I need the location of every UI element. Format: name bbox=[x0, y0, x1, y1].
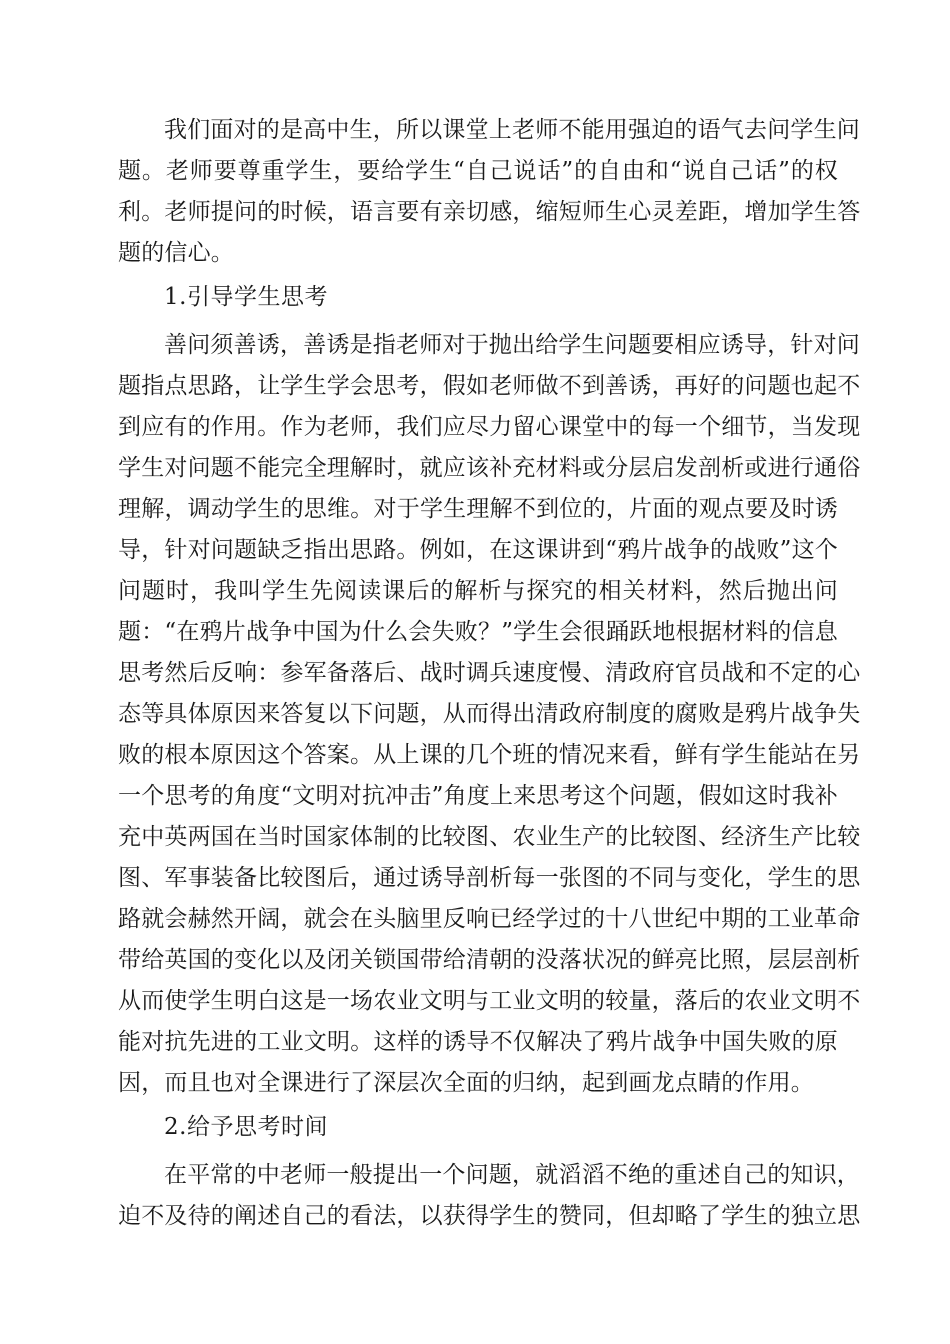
paragraph-line: 我们面对的是高中生，所以课堂上老师不能用强迫的语气去问学生问 bbox=[164, 117, 860, 143]
paragraph-line: 题。老师要尊重学生，要给学生“自己说话”的自由和“说自己话”的权 bbox=[118, 158, 838, 184]
paragraph-line: 善问须善诱，善诱是指老师对于抛出给学生问题要相应诱导，针对问 bbox=[164, 332, 860, 358]
paragraph-line: 题：“在鸦片战争中国为什么会失败？”学生会很踊跃地根据材料的信息 bbox=[118, 619, 838, 645]
paragraph-line: 带给英国的变化以及闭关锁国带给清朝的没落状况的鲜亮比照，层层剖析 bbox=[118, 947, 861, 973]
section-heading: 1.引导学生思考 bbox=[164, 284, 328, 310]
paragraph-line: 利。老师提问的时候，语言要有亲切感，缩短师生心灵差距，增加学生答 bbox=[118, 199, 861, 225]
section-heading: 2.给予思考时间 bbox=[164, 1114, 328, 1140]
paragraph-line: 到应有的作用。作为老师，我们应尽力留心课堂中的每一个细节，当发现 bbox=[118, 414, 861, 440]
paragraph-line: 理解，调动学生的思维。对于学生理解不到位的，片面的观点要及时诱 bbox=[118, 496, 838, 522]
paragraph-line: 路就会赫然开阔，就会在头脑里反响已经学过的十八世纪中期的工业革命 bbox=[118, 906, 861, 932]
paragraph-line: 充中英两国在当时国家体制的比较图、农业生产的比较图、经济生产比较 bbox=[118, 824, 861, 850]
paragraph-line: 题的信心。 bbox=[118, 240, 234, 266]
paragraph-line: 从而使学生明白这是一场农业文明与工业文明的较量，落后的农业文明不 bbox=[118, 988, 861, 1014]
paragraph-line: 态等具体原因来答复以下问题，从而得出清政府制度的腐败是鸦片战争失 bbox=[118, 701, 861, 727]
paragraph-line: 思考然后反响：参军备落后、战时调兵速度慢、清政府官员战和不定的心 bbox=[118, 660, 861, 686]
paragraph-line: 问题时，我叫学生先阅读课后的解析与探究的相关材料，然后抛出问 bbox=[118, 578, 838, 604]
paragraph-line: 迫不及待的阐述自己的看法，以获得学生的赞同，但却略了学生的独立思 bbox=[118, 1203, 861, 1229]
paragraph-line: 题指点思路，让学生学会思考，假如老师做不到善诱，再好的问题也起不 bbox=[118, 373, 861, 399]
paragraph-line: 因，而且也对全课进行了深层次全面的归纳，起到画龙点睛的作用。 bbox=[118, 1070, 814, 1096]
paragraph-line: 能对抗先进的工业文明。这样的诱导不仅解决了鸦片战争中国失败的原 bbox=[118, 1029, 838, 1055]
paragraph-line: 导，针对问题缺乏指出思路。例如，在这课讲到“鸦片战争的战败”这个 bbox=[118, 537, 838, 563]
paragraph-line: 学生对问题不能完全理解时，就应该补充材料或分层启发剖析或进行通俗 bbox=[118, 455, 861, 481]
paragraph-line: 在平常的中老师一般提出一个问题，就滔滔不绝的重述自己的知识， bbox=[164, 1162, 860, 1188]
paragraph-line: 一个思考的角度“文明对抗冲击”角度上来思考这个问题，假如这时我补 bbox=[118, 783, 838, 809]
paragraph-line: 图、军事装备比较图后，通过诱导剖析每一张图的不同与变化，学生的思 bbox=[118, 865, 861, 891]
paragraph-line: 败的根本原因这个答案。从上课的几个班的情况来看，鲜有学生能站在另 bbox=[118, 742, 861, 768]
